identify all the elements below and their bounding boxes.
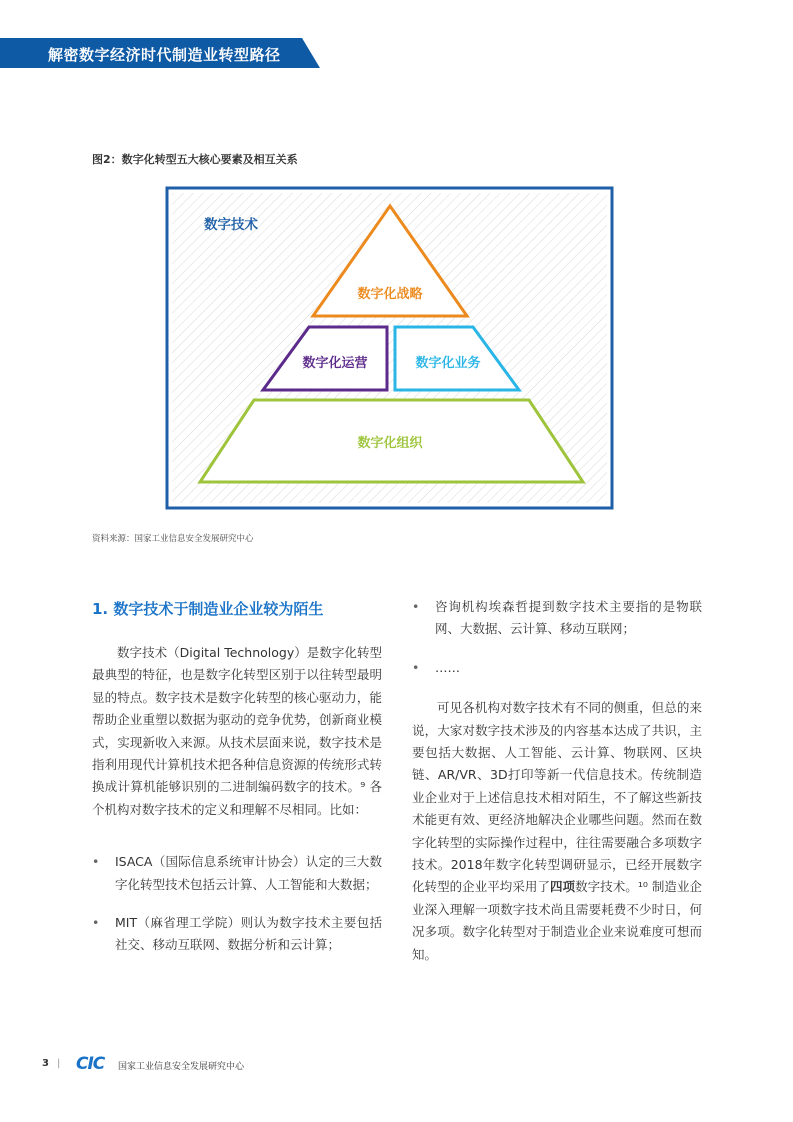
bullet-list-right <box>412 596 702 679</box>
section-title: 1. 数字技术于制造业企业较为陌生 <box>92 600 324 618</box>
list-item <box>92 851 382 896</box>
operation-label: 数字化运营 <box>302 356 368 371</box>
business-label: 数字化业务 <box>415 356 481 371</box>
bullet-icon: • <box>412 659 420 675</box>
paragraph-intro: 数字技术（Digital Technology）是数字化转型最典型的特征，也是数字化转型区别于以往转型最明显的特点。数字技术是数字化转型的核心驱动力，能帮助企业重塑以数据为驱动的竞争优势，创新商业模式，实现新收入来源。从技术层面来说，数字技术是指利用现代计算机技术把各种信息资源的传统形式转换成计算机能够识别的二进制编码数字的技术。⁹ 各个机构对数字技术的定义和理解不尽相同。比如： <box>92 645 382 817</box>
list-item <box>412 596 702 641</box>
list-item <box>412 657 702 679</box>
right-column <box>412 596 702 966</box>
bullet-icon: • <box>412 599 420 614</box>
list-item-text: 咨询机构埃森哲提到数字技术主要指的是物联网、大数据、云计算、移动互联网； <box>435 599 702 637</box>
page-number: 3 <box>42 1058 49 1069</box>
strategy-label: 数字化战略 <box>357 287 423 302</box>
paragraph-conclusion-part1: 可见各机构对数字技术有不同的侧重，但总的来说，大家对数字技术涉及的内容基本达成了共识，主要包括大数据、人工智能、云计算、物联网、区块链、AR/VR、3D打印等新一代信息技术。传统制造业企业对于上述信息技术相对陌生，不了解这些新技术能更有效、更经济地解决企业哪些问题。然而在数字化转型的实际操作过程中，往往需要融合多项数字技术。2018年数字化转型调研显示，已经开展数字化转型的企业平均采用了 <box>412 700 702 895</box>
paragraph-conclusion-part2: 数字技术。¹⁰ 制造业企业深入理解一项数字技术尚且需要耗费不少时日，何况多项。数字化转型对于制造业企业来说难度可想而知。 <box>412 879 702 962</box>
footer-separator: | <box>57 1058 61 1069</box>
paragraph-conclusion <box>412 697 702 966</box>
list-item-text: MIT（麻省理工学院）则认为数字技术主要包括社交、移动互联网、数据分析和云计算； <box>115 915 382 953</box>
cic-logo-icon: CIC <box>76 1054 105 1074</box>
header-title: 解密数字经济时代制造业转型路径 <box>48 46 281 64</box>
figure-source: 资料来源：国家工业信息安全发展研究中心 <box>92 534 254 544</box>
list-item-text: …… <box>435 659 460 675</box>
organization-label: 数字化组织 <box>357 436 423 451</box>
bullet-icon: • <box>92 854 100 870</box>
list-item-text: ISACA（国际信息系统审计协会）认定的三大数字化转型技术包括云计算、人工智能和大数据； <box>115 854 382 892</box>
left-column <box>92 642 382 957</box>
outer-label: 数字技术 <box>204 217 258 233</box>
bullet-icon: • <box>92 915 100 931</box>
emphasis-text: 四项 <box>550 879 576 895</box>
footer-organization: 国家工业信息安全发展研究中心 <box>118 1062 245 1072</box>
figure-caption: 图2：数字化转型五大核心要素及相互关系 <box>92 153 298 166</box>
list-item <box>92 912 382 957</box>
bullet-list-left <box>92 851 382 957</box>
